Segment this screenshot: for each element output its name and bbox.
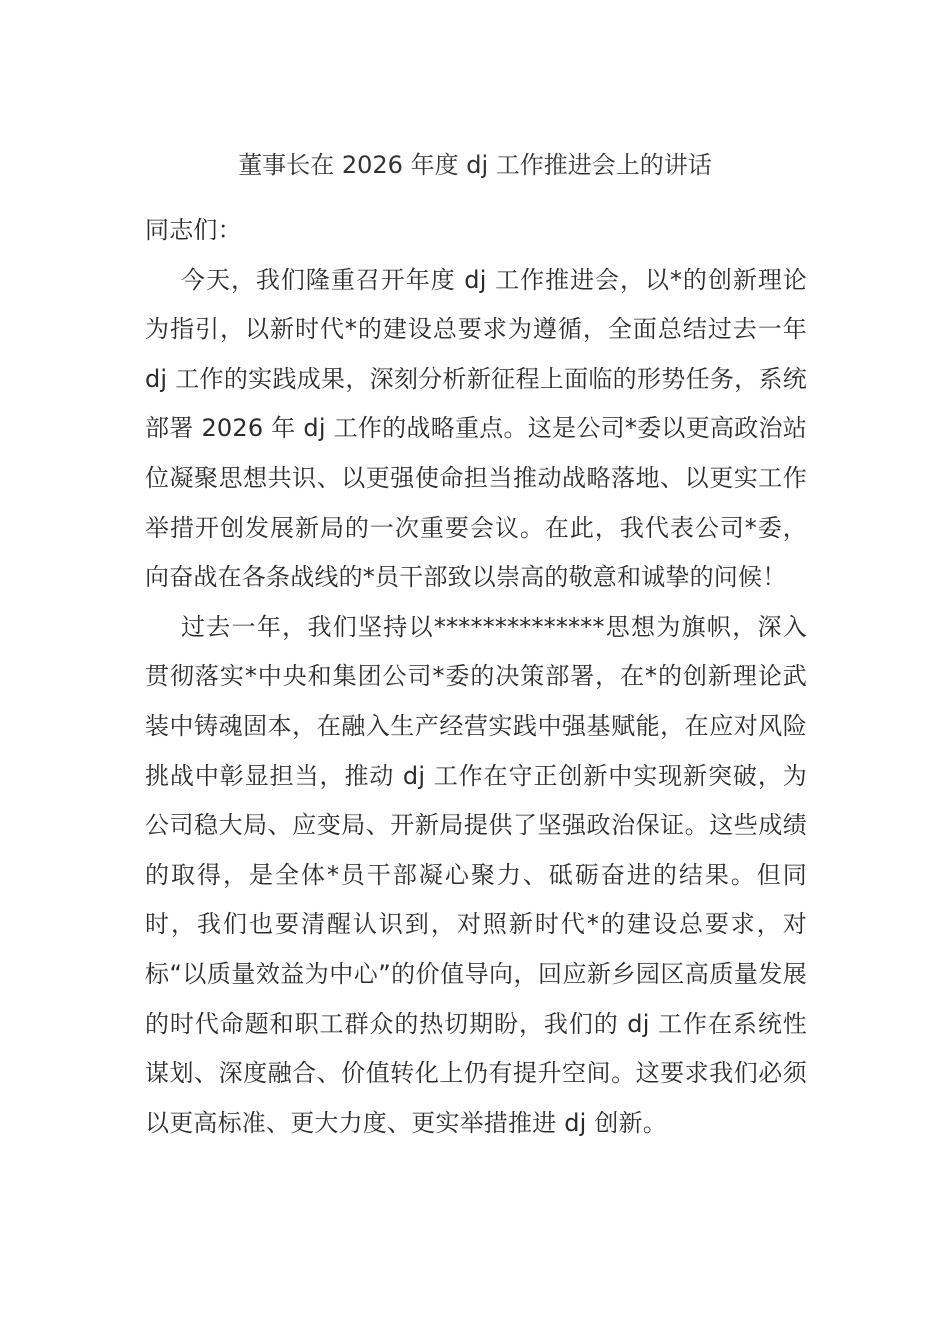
paragraph-1: 今天，我们隆重召开年度 dj 工作推进会，以*的创新理论为指引，以新时代*的建设总要求为遵循，全面总结过去一年 dj 工作的实践成果，深刻分析新征程上面临的形势任务，系统部署 2026 年 dj 工作的战略重点。这是公司*委以更高政治站位凝聚思想共识、以更强使命担当推动战略落地、以更实工作举措开创发展新局的一次重要会议。在此，我代表公司*委，向奋战在各条战线的*员干部致以崇高的敬意和诚挚的问候！ <box>145 265 807 592</box>
document-title: 董事长在 2026 年度 dj 工作推进会上的讲话 <box>238 151 712 179</box>
salutation: 同志们： <box>145 216 242 244</box>
paragraph-2: 过去一年，我们坚持以**************思想为旗帜，深入贯彻落实*中央和集团公司*委的决策部署，在*的创新理论武装中铸魂固本，在融入生产经营实践中强基赋能，在应对风险挑战中彰显担当，推动 dj 工作在守正创新中实现新突破，为公司稳大局、应变局、开新局提供了坚强政治保证。这些成绩的取得，是全体*员干部凝心聚力、砥砺奋进的结果。但同时，我们也要清醒认识到，对照新时代*的建设总要求，对标“以质量效益为中心”的价值导向，回应新乡园区高质量发展的时代命题和职工群众的热切期盼，我们的 dj 工作在系统性谋划、深度融合、价值转化上仍有提升空间。这要求我们必须以更高标准、更大力度、更实举措推进 dj 创新。 <box>145 612 807 1137</box>
document-body <box>145 206 807 1148</box>
